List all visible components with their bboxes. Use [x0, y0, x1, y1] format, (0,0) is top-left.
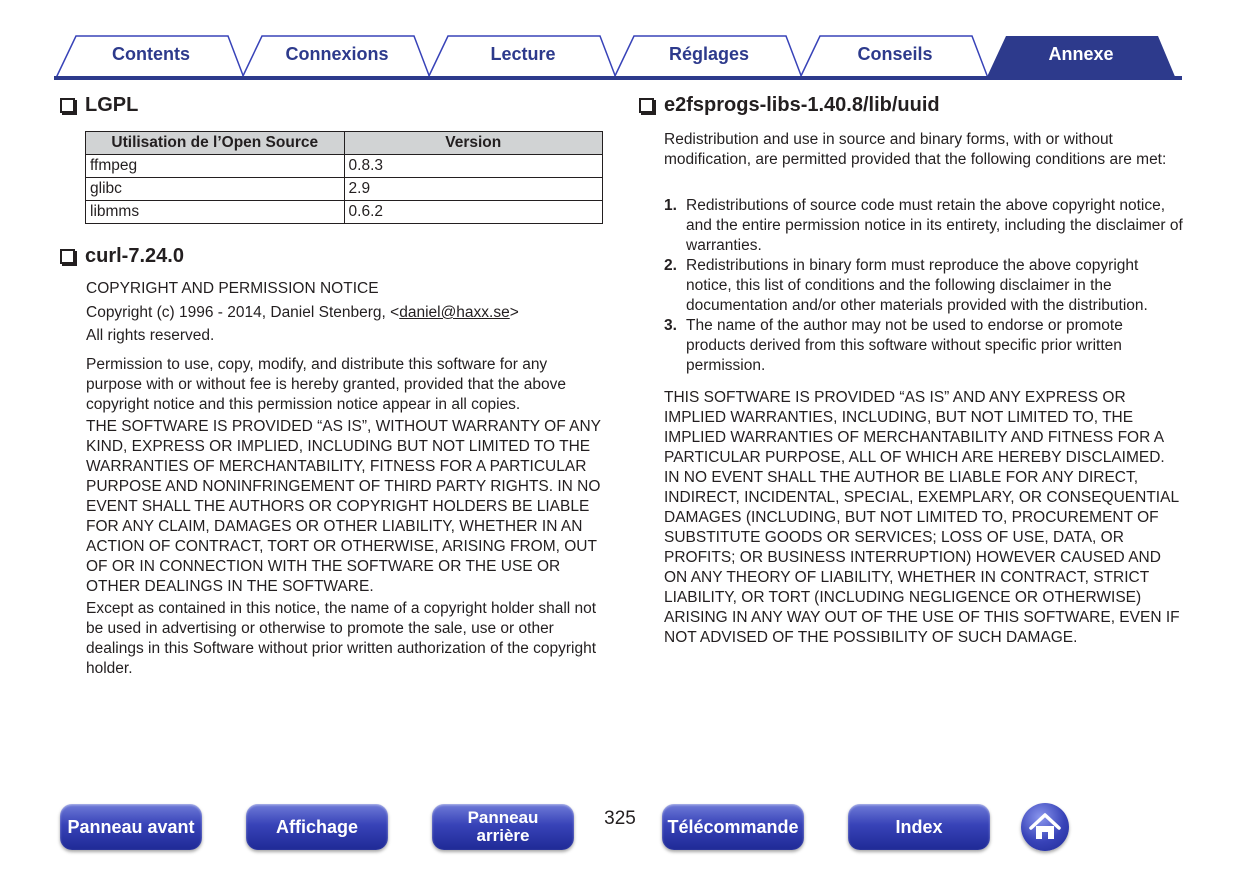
list-item: 2. Redistributions in binary form must reproduce the above copyright notice, this list of conditions and the following disclaimer in the documentation and/or other materials provided with the distribution. [664, 257, 1148, 314]
table-cell: 2.9 [344, 178, 602, 201]
e2fsprogs-disclaimer: THIS SOFTWARE IS PROVIDED “AS IS” AND ANY EXPRESS OR IMPLIED WARRANTIES, INCLUDING, BUT NOT LIMITED TO, THE IMPLIED WARRANTIES OF MERCHANTABILITY AND FITNESS FOR A PARTICULAR PURPOSE, ALL OF WHICH ARE HEREBY DISCLAIMED. IN NO EVENT SHALL THE AUTHOR BE LIABLE FOR ANY DIRECT, INDIRECT, INCIDENTAL, SPECIAL, EXEMPLARY, OR CONSEQUENTIAL DAMAGES (INCLUDING, BUT NOT LIMITED TO, PROCUREMENT OF SUBSTITUTE GOODS OR SERVICES; LOSS OF USE, DATA, OR PROFITS; OR BUSINESS INTERRUPTION) HOWEVER CAUSED AND ON ANY THEORY OF LIABILITY, WHETHER IN CONTRACT, STRICT LIABILITY, OR TORT (INCLUDING NEGLIGENCE OR OTHERWISE) ARISING IN ANY WAY OUT OF THE USE OF THIS SOFTWARE, EVEN IF NOT ADVISED OF THE POSSIBILITY OF SUCH DAMAGE. [664, 389, 1180, 646]
table-row [86, 155, 603, 178]
curl-title: curl-7.24.0 [85, 244, 184, 267]
tab-conseils[interactable]: Conseils [857, 44, 933, 64]
list-item: 3. The name of the author may not be used to endorse or promote products derived from this software without specific prior written permission. [664, 317, 1123, 374]
table-cell: 0.8.3 [344, 155, 602, 178]
index-button[interactable]: Index [848, 804, 990, 850]
curl-license-block [86, 355, 606, 679]
top-tab-bar [0, 0, 1241, 82]
curl-permission: Permission to use, copy, modify, and distribute this software for any purpose with or without fee is hereby granted, provided that the above copyright notice and this permission notice appear in all copies. [86, 356, 566, 413]
tab-lecture[interactable]: Lecture [490, 44, 556, 64]
curl-notice-block [86, 279, 606, 346]
table-header: Version [344, 132, 602, 155]
table-row [86, 178, 603, 201]
table-header: Utilisation de l’Open Source [86, 132, 345, 155]
tab-reglages[interactable]: Réglages [668, 44, 750, 64]
tab-baseline [54, 76, 1182, 80]
page-number: 325 [604, 808, 636, 829]
curl-heading [60, 243, 184, 269]
curl-disclaimer: THE SOFTWARE IS PROVIDED “AS IS”, WITHOUT WARRANTY OF ANY KIND, EXPRESS OR IMPLIED, INCLUDING BUT NOT LIMITED TO THE WARRANTIES OF MERCHANTABILITY, FITNESS FOR A PARTICULAR PURPOSE AND NONINFRINGEMENT OF THIRD PARTY RIGHTS. IN NO EVENT SHALL THE AUTHORS OR COPYRIGHT HOLDERS BE LIABLE FOR ANY CLAIM, DAMAGES OR OTHER LIABILITY, WHETHER IN AN ACTION OF CONTRACT, TORT OR OTHERWISE, ARISING FROM, OUT OF OR IN CONNECTION WITH THE SOFTWARE OR THE USE OR OTHER DEALINGS IN THE SOFTWARE. [86, 418, 601, 595]
checkbox-bullet-icon [639, 98, 654, 113]
list-item: 1. Redistributions of source code must retain the above copyright notice, and the entire permission notice in its entirety, including the disclaimer of warranties. [664, 197, 1183, 254]
display-button[interactable]: Affichage [246, 804, 388, 850]
e2fsprogs-intro: Redistribution and use in source and binary forms, with or without modification, are permitted provided that the following conditions are met: [664, 131, 1167, 168]
lgpl-title: LGPL [85, 93, 139, 116]
curl-except: Except as contained in this notice, the name of a copyright holder shall not be used in advertising or otherwise to promote the sale, use or other dealings in this Software without prior written authorization of the copyright holder. [86, 600, 597, 677]
remote-button[interactable]: Télécommande [662, 804, 804, 850]
home-icon [1021, 803, 1069, 851]
e2fsprogs-heading [639, 92, 940, 118]
e2fsprogs-title: e2fsprogs-libs-1.40.8/lib/uuid [664, 93, 940, 116]
home-button[interactable] [1021, 803, 1069, 851]
tab-contents[interactable]: Contents [112, 44, 190, 64]
tab-annexe[interactable]: Annexe [1048, 44, 1114, 64]
checkbox-bullet-icon [60, 98, 75, 113]
curl-rights: All rights reserved. [86, 327, 215, 344]
conditions-list [664, 196, 1184, 376]
email-link[interactable]: daniel@haxx.se [399, 304, 510, 321]
front-panel-button[interactable]: Panneau avant [60, 804, 202, 850]
tab-shapes [0, 0, 1241, 82]
checkbox-bullet-icon [60, 249, 75, 264]
table-cell: libmms [86, 201, 345, 224]
table-cell: 0.6.2 [344, 201, 602, 224]
open-source-table [85, 131, 603, 224]
table-cell: glibc [86, 178, 345, 201]
table-header-row [86, 132, 603, 155]
tab-connexions[interactable]: Connexions [285, 44, 389, 64]
rear-panel-button[interactable]: Panneau arrière [432, 804, 574, 850]
table-cell: ffmpeg [86, 155, 345, 178]
curl-copyright: Copyright (c) 1996 - 2014, Daniel Stenberg, <daniel@haxx.se> [86, 304, 519, 321]
curl-notice: COPYRIGHT AND PERMISSION NOTICE [86, 280, 379, 297]
lgpl-heading [60, 92, 138, 118]
table-row [86, 201, 603, 224]
